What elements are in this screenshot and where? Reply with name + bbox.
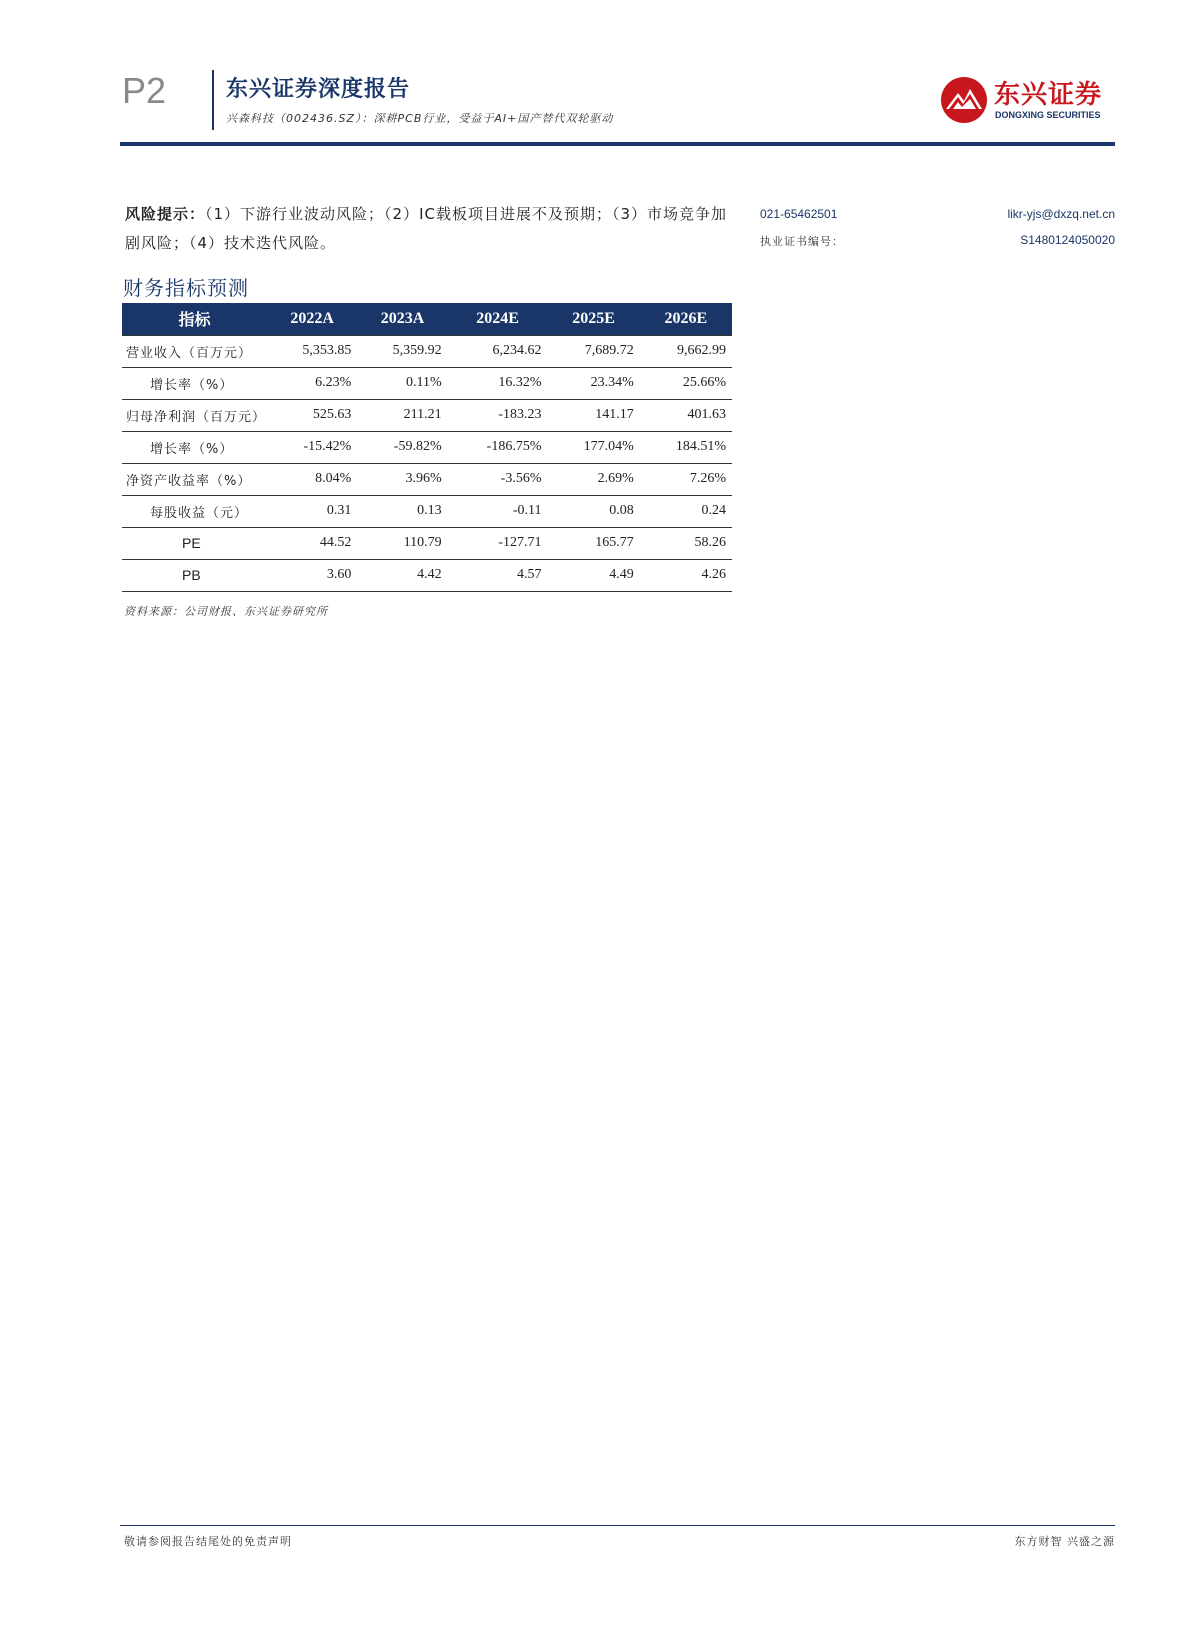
company-logo (940, 72, 1115, 128)
logo-text-cn: 东兴证券 (994, 80, 1103, 110)
page-number: P2 (122, 70, 167, 111)
row-label: 每股收益（元） (122, 495, 267, 527)
table-cell: 4.49 (548, 559, 640, 591)
table-row (122, 335, 732, 367)
table-cell: 3.60 (267, 559, 357, 591)
table-cell: 0.24 (640, 495, 732, 527)
risk-text: （1）下游行业波动风险；（2）IC载板项目进展不及预期；（3）市场竞争加剧风险；（4）技术迭代风险。 (125, 205, 728, 252)
footer-slogan: 东方财智 兴盛之源 (1014, 1535, 1115, 1548)
data-source-note: 资料来源：公司财报、东兴证券研究所 (124, 605, 328, 618)
table-cell: -127.71 (448, 527, 548, 559)
table-row (122, 463, 732, 495)
risk-warning (125, 200, 735, 258)
table-cell: 58.26 (640, 527, 732, 559)
table-cell: 16.32% (448, 367, 548, 399)
table-row (122, 431, 732, 463)
table-header-row (122, 303, 732, 335)
table-header: 2022A (267, 303, 357, 335)
header-divider (120, 142, 1115, 146)
table-cell: 8.04% (267, 463, 357, 495)
risk-label: 风险提示： (125, 205, 206, 223)
table-header: 2026E (640, 303, 732, 335)
section-title: 财务指标预测 (123, 276, 249, 300)
table-cell: 141.17 (548, 399, 640, 431)
table-cell: 525.63 (267, 399, 357, 431)
dongxing-logo-icon (940, 76, 988, 124)
table-cell: 401.63 (640, 399, 732, 431)
table-cell: 23.34% (548, 367, 640, 399)
row-label: 增长率（%） (122, 367, 267, 399)
table-cell: 177.04% (548, 431, 640, 463)
table-cell: 5,359.92 (357, 335, 447, 367)
table-cell: 165.77 (548, 527, 640, 559)
footer-divider (120, 1525, 1115, 1526)
table-row (122, 527, 732, 559)
table-cell: 184.51% (640, 431, 732, 463)
table-header: 2023A (357, 303, 447, 335)
table-cell: 44.52 (267, 527, 357, 559)
report-title: 东兴证券深度报告 (226, 77, 411, 102)
row-label: 营业收入（百万元） (122, 335, 267, 367)
analyst-email[interactable]: likr-yjs@dxzq.net.cn (1007, 207, 1115, 221)
financial-forecast-table (122, 303, 732, 592)
row-label: 增长率（%） (122, 431, 267, 463)
table-cell: -186.75% (448, 431, 548, 463)
report-subtitle: 兴森科技（002436.SZ）：深耕PCB行业，受益于AI+国产替代双轮驱动 (226, 112, 614, 125)
table-cell: 6.23% (267, 367, 357, 399)
header-separator (212, 70, 214, 130)
row-label: 归母净利润（百万元） (122, 399, 267, 431)
table-cell: 4.42 (357, 559, 447, 591)
table-row (122, 495, 732, 527)
table-cell: 5,353.85 (267, 335, 357, 367)
table-header: 2025E (548, 303, 640, 335)
table-row (122, 559, 732, 591)
table-cell: 3.96% (357, 463, 447, 495)
row-label: PB (122, 559, 267, 591)
table-cell: 0.11% (357, 367, 447, 399)
analyst-phone: 021-65462501 (760, 207, 838, 221)
table-cell: 2.69% (548, 463, 640, 495)
table-cell: -59.82% (357, 431, 447, 463)
footer-disclaimer: 敬请参阅报告结尾处的免责声明 (124, 1535, 292, 1548)
table-cell: 9,662.99 (640, 335, 732, 367)
row-label: 净资产收益率（%） (122, 463, 267, 495)
cert-number: S1480124050020 (1020, 233, 1115, 247)
table-cell: 4.26 (640, 559, 732, 591)
table-cell: 110.79 (357, 527, 447, 559)
table-cell: 25.66% (640, 367, 732, 399)
table-cell: 0.31 (267, 495, 357, 527)
logo-text-en: DONGXING SECURITIES (995, 110, 1101, 120)
table-cell: 0.13 (357, 495, 447, 527)
table-cell: 211.21 (357, 399, 447, 431)
table-cell: 7.26% (640, 463, 732, 495)
table-cell: 6,234.62 (448, 335, 548, 367)
table-cell: -0.11 (448, 495, 548, 527)
table-cell: -15.42% (267, 431, 357, 463)
table-cell: 0.08 (548, 495, 640, 527)
table-row (122, 399, 732, 431)
table-cell: 7,689.72 (548, 335, 640, 367)
table-cell: -3.56% (448, 463, 548, 495)
table-row (122, 367, 732, 399)
cert-label: 执业证书编号： (760, 235, 844, 248)
row-label: PE (122, 527, 267, 559)
table-cell: -183.23 (448, 399, 548, 431)
table-header: 指标 (122, 303, 267, 335)
table-header: 2024E (448, 303, 548, 335)
table-cell: 4.57 (448, 559, 548, 591)
